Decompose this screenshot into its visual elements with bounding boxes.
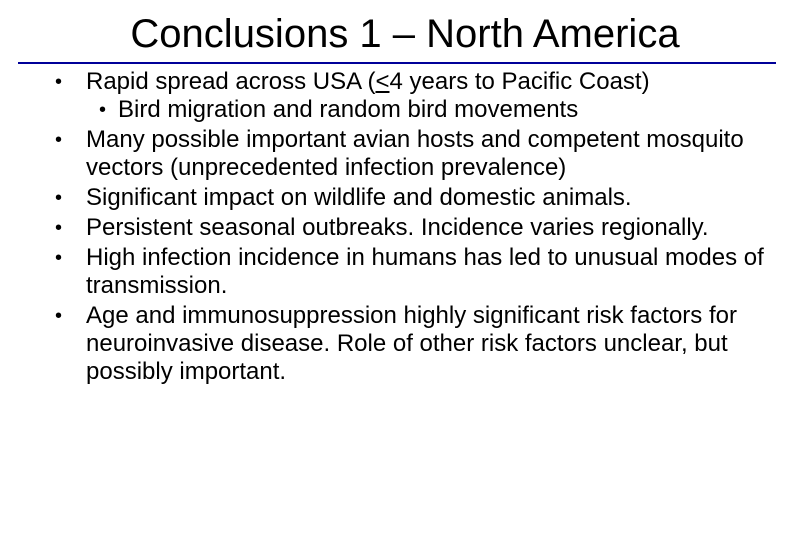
bullet-text: Significant impact on wildlife and domestic animals.: [86, 184, 632, 211]
title-divider: [18, 62, 776, 64]
bullet-dot-icon: •: [55, 247, 63, 269]
bullet-item-wildlife-impact: [0, 184, 766, 212]
bullet-dot-icon: •: [55, 129, 63, 151]
sub-bullet-dot-icon: •: [99, 99, 107, 121]
bullet-dot-icon: •: [55, 71, 63, 93]
bullet-text: High infection incidence in humans has led to unusual modes of transmission.: [86, 244, 764, 299]
bullet-text-prefix: Rapid spread across USA (: [86, 68, 376, 95]
bullet-item-rapid-spread: [0, 68, 766, 96]
bullet-item-seasonal-outbreaks: [0, 214, 766, 242]
bullet-dot-icon: •: [55, 217, 63, 239]
bullet-item-avian-hosts: [0, 126, 766, 182]
sub-bullet-text: Bird migration and random bird movements: [118, 96, 579, 123]
bullet-list: [0, 68, 810, 386]
bullet-dot-icon: •: [55, 187, 63, 209]
bullet-text-less-than: <: [375, 68, 390, 95]
bullet-text-suffix: 4 years to Pacific Coast): [389, 68, 650, 95]
bullet-text: Persistent seasonal outbreaks. Incidence varies regionally.: [86, 214, 709, 241]
bullet-dot-icon: •: [55, 305, 63, 327]
bullet-item-transmission: [0, 244, 766, 300]
bullet-item-risk-factors: [0, 302, 766, 386]
sub-bullet-bird-migration: [0, 96, 798, 124]
bullet-text: Many possible important avian hosts and competent mosquito vectors (unprecedented infection prevalence): [86, 126, 744, 181]
bullet-text: Age and immunosuppression highly significant risk factors for neuroinvasive disease. Role of other risk factors unclear, but possibly important.: [86, 302, 737, 385]
slide-title: Conclusions 1 – North America: [130, 12, 680, 56]
